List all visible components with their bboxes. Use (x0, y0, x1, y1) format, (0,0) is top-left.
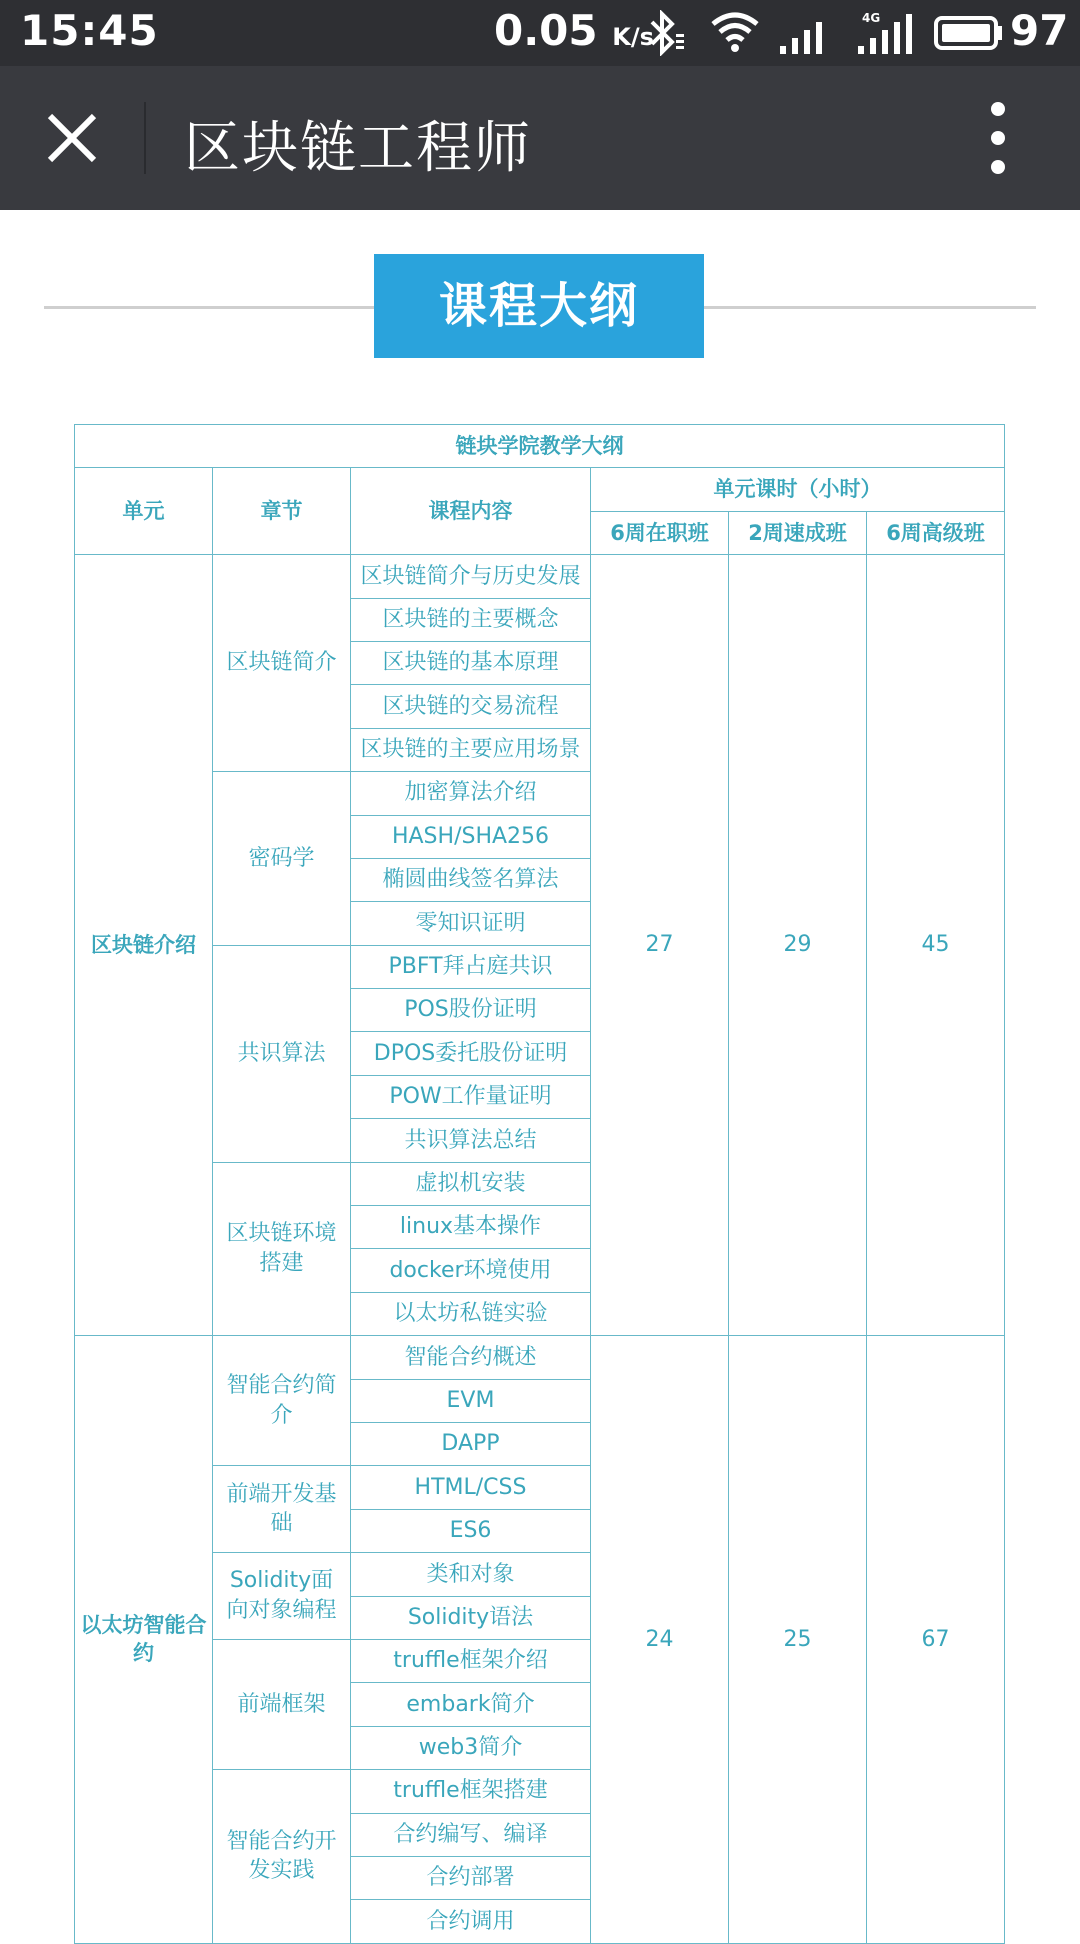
header-chapter: 章节 (213, 468, 351, 555)
unit-cell: 以太坊智能合约 (75, 1336, 213, 1943)
content-cell: truffle框架搭建 (351, 1770, 591, 1813)
title-bar (0, 66, 1080, 210)
chapter-cell: Solidity面向对象编程 (213, 1553, 351, 1640)
content-cell: web3简介 (351, 1726, 591, 1769)
content-cell: POS股份证明 (351, 989, 591, 1032)
table-caption-row (75, 425, 1005, 468)
content-cell: POW工作量证明 (351, 1075, 591, 1118)
hours-2week-intensive: 25 (729, 1336, 867, 1943)
hours-2week-intensive: 29 (729, 555, 867, 1336)
content-cell: 椭圆曲线签名算法 (351, 858, 591, 901)
content-cell: 区块链的主要概念 (351, 598, 591, 641)
content-cell: embark简介 (351, 1683, 591, 1726)
close-icon[interactable] (44, 110, 100, 166)
content-cell: HASH/SHA256 (351, 815, 591, 858)
content-cell: truffle框架介绍 (351, 1639, 591, 1682)
chapter-cell: 区块链环境搭建 (213, 1162, 351, 1336)
header-6week-advanced: 6周高级班 (867, 511, 1005, 554)
content-cell: 零知识证明 (351, 902, 591, 945)
hours-6week-advanced: 67 (867, 1336, 1005, 1943)
content-cell: Solidity语法 (351, 1596, 591, 1639)
content-cell: DAPP (351, 1422, 591, 1465)
table-header-row (75, 468, 1005, 511)
table-row (75, 555, 1005, 598)
content-cell: 以太坊私链实验 (351, 1292, 591, 1335)
content-cell: docker环境使用 (351, 1249, 591, 1292)
hours-6week-parttime: 27 (591, 555, 729, 1336)
content-cell: 类和对象 (351, 1553, 591, 1596)
signal-4g-icon (856, 10, 914, 56)
content-cell: linux基本操作 (351, 1206, 591, 1249)
chapter-cell: 区块链简介 (213, 555, 351, 772)
header-6week-parttime: 6周在职班 (591, 511, 729, 554)
chapter-cell: 前端框架 (213, 1639, 351, 1769)
content-cell: 虚拟机安装 (351, 1162, 591, 1205)
header-hours: 单元课时（小时） (591, 468, 1005, 511)
network-speed: 0.05 K/s (494, 6, 654, 55)
content-cell: 共识算法总结 (351, 1119, 591, 1162)
syllabus-table (74, 424, 1005, 1944)
table-row (75, 1336, 1005, 1379)
hours-6week-parttime: 24 (591, 1336, 729, 1943)
header-unit: 单元 (75, 468, 213, 555)
chapter-cell: 密码学 (213, 772, 351, 946)
content-cell: 智能合约概述 (351, 1336, 591, 1379)
unit-cell: 区块链介绍 (75, 555, 213, 1336)
content-cell: PBFT拜占庭共识 (351, 945, 591, 988)
chapter-cell: 智能合约开发实践 (213, 1770, 351, 1944)
more-options-icon[interactable] (978, 102, 1018, 174)
content-cell: 区块链简介与历史发展 (351, 555, 591, 598)
page-title: 区块链工程师 (184, 116, 532, 181)
chapter-cell: 共识算法 (213, 945, 351, 1162)
content-cell: ES6 (351, 1509, 591, 1552)
bluetooth-icon (644, 10, 686, 56)
content-cell: 区块链的基本原理 (351, 641, 591, 684)
content-cell: 加密算法介绍 (351, 772, 591, 815)
nav-divider (144, 102, 146, 174)
header-content: 课程内容 (351, 468, 591, 555)
content-cell: 区块链的交易流程 (351, 685, 591, 728)
status-time: 15:45 (20, 6, 159, 55)
signal-icon (778, 10, 832, 56)
svg-text:4G: 4G (862, 11, 881, 25)
section-title: 课程大纲 (374, 254, 704, 358)
content-cell: 合约编写、编译 (351, 1813, 591, 1856)
battery-percent: 97 (1010, 6, 1069, 55)
chapter-cell: 智能合约简介 (213, 1336, 351, 1466)
content-cell: DPOS委托股份证明 (351, 1032, 591, 1075)
hours-6week-advanced: 45 (867, 555, 1005, 1336)
wifi-icon (710, 10, 760, 56)
content-cell: 合约调用 (351, 1900, 591, 1943)
header-2week-intensive: 2周速成班 (729, 511, 867, 554)
battery-icon (934, 10, 1004, 56)
chapter-cell: 前端开发基础 (213, 1466, 351, 1553)
table-caption: 链块学院教学大纲 (75, 425, 1005, 468)
content-cell: EVM (351, 1379, 591, 1422)
content-cell: 合约部署 (351, 1856, 591, 1899)
content-cell: HTML/CSS (351, 1466, 591, 1509)
status-bar (0, 0, 1080, 66)
content-cell: 区块链的主要应用场景 (351, 728, 591, 771)
